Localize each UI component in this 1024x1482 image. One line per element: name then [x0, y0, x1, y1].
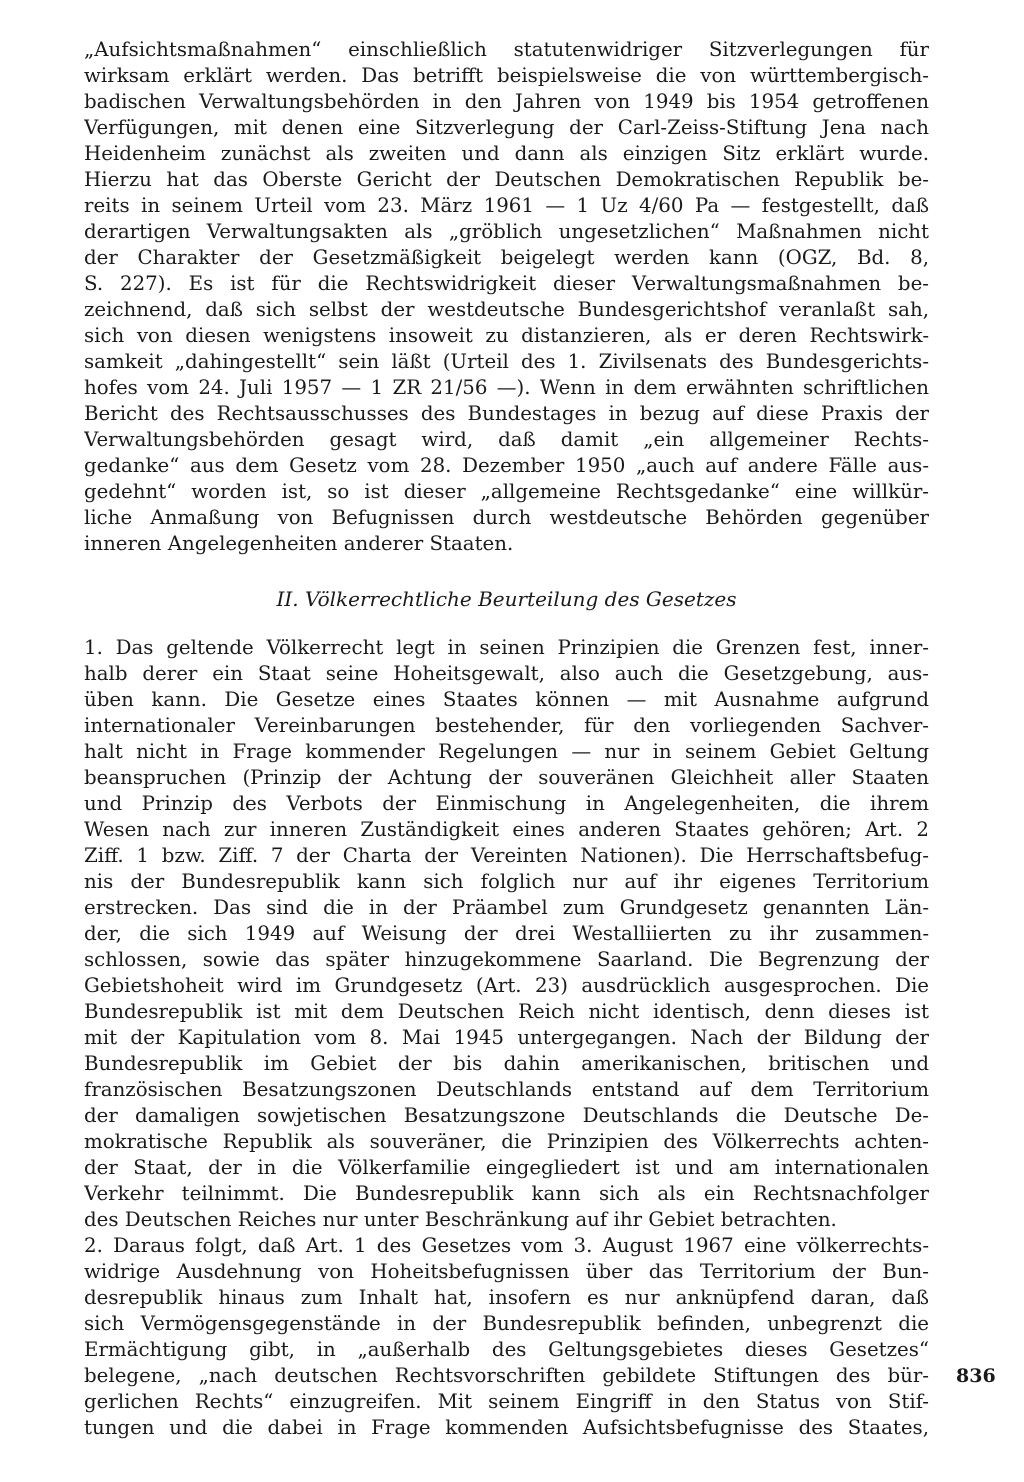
text-line: Wesen nach zur inneren Zuständigkeit eines anderen Staates gehören; Art. 2	[84, 818, 929, 841]
text-line: schlossen, sowie das später hinzugekommene Saarland. Die Begrenzung der	[84, 948, 929, 971]
section-heading: II. Völkerrechtliche Beurteilung des Gesetzes	[276, 587, 737, 611]
text-line: der, die sich 1949 auf Weisung der drei Westalliierten zu ihr zusammen-	[84, 922, 929, 945]
text-line: 2. Daraus folgt, daß Art. 1 des Gesetzes vom 3. August 1967 eine völkerrechts-	[84, 1234, 929, 1257]
text-line: und Prinzip des Verbots der Einmischung in Angelegenheiten, die ihrem	[84, 792, 929, 815]
text-line: Bundesrepublik im Gebiet der bis dahin amerikanischen, britischen und	[84, 1052, 929, 1075]
text-line: widrige Ausdehnung von Hoheitsbefugnissen über das Territorium der Bun-	[84, 1260, 929, 1283]
text-line: mit der Kapitulation vom 8. Mai 1945 untergegangen. Nach der Bildung der	[84, 1026, 929, 1049]
text-line: Heidenheim zunächst als zweiten und dann als einzigen Sitz erklärt wurde.	[84, 142, 929, 165]
text-line: sich Vermögensgegenstände in der Bundesrepublik befinden, unbegrenzt die	[84, 1312, 929, 1335]
text-line: erstrecken. Das sind die in der Präambel zum Grundgesetz genannten Län-	[84, 896, 929, 919]
text-line: S. 227). Es ist für die Rechtswidrigkeit dieser Verwaltungsmaßnahmen be-	[84, 272, 929, 295]
text-line: Bundesrepublik ist mit dem Deutschen Reich nicht identisch, denn dieses ist	[84, 1000, 929, 1023]
text-line: gerlichen Rechts“ einzugreifen. Mit seinem Eingriff in den Status von Stif-	[84, 1390, 929, 1413]
text-line: tungen und die dabei in Frage kommenden Aufsichtsbefugnisse des Staates,	[84, 1416, 929, 1439]
text-line: halt nicht in Frage kommender Regelungen — nur in seinem Gebiet Geltung	[84, 740, 929, 763]
text-line: belegene, „nach deutschen Rechtsvorschriften gebildete Stiftungen des bür-	[84, 1364, 929, 1387]
text-line: üben kann. Die Gesetze eines Staates können — mit Ausnahme aufgrund	[84, 688, 929, 711]
text-line: mokratische Republik als souveräner, die Prinzipien des Völkerrechts achten-	[84, 1130, 929, 1153]
text-line: inneren Angelegenheiten anderer Staaten.	[84, 532, 514, 555]
text-line: Ermächtigung gibt, in „außerhalb des Geltungsgebietes dieses Gesetzes“	[84, 1338, 929, 1361]
text-line: desrepublik hinaus zum Inhalt hat, insofern es nur anknüpfend daran, daß	[84, 1286, 929, 1309]
text-line: hofes vom 24. Juli 1957 — 1 ZR 21/56 —). Wenn in dem erwähnten schriftlichen	[84, 376, 929, 399]
page-number: 836	[956, 1365, 996, 1387]
text-line: der damaligen sowjetischen Besatzungszone Deutschlands die Deutsche De-	[84, 1104, 929, 1127]
text-line: des Deutschen Reiches nur unter Beschränkung auf ihr Gebiet betrachten.	[84, 1208, 837, 1231]
text-line: Bericht des Rechtsausschusses des Bundestages in bezug auf diese Praxis der	[84, 402, 929, 425]
text-line: reits in seinem Urteil vom 23. März 1961 — 1 Uz 4/60 Pa — festgestellt, daß	[84, 194, 929, 217]
text-line: Hierzu hat das Oberste Gericht der Deutschen Demokratischen Republik be-	[84, 168, 929, 191]
text-line: halb derer ein Staat seine Hoheitsgewalt, also auch die Gesetzgebung, aus-	[84, 662, 929, 685]
text-line: internationaler Vereinbarungen bestehender, für den vorliegenden Sachver-	[84, 714, 929, 737]
text-line: Verkehr teilnimmt. Die Bundesrepublik kann sich als ein Rechtsnachfolger	[84, 1182, 929, 1205]
text-line: der Staat, der in die Völkerfamilie eingegliedert ist und am internationalen	[84, 1156, 929, 1179]
text-line: Ziff. 1 bzw. Ziff. 7 der Charta der Vereinten Nationen). Die Herrschaftsbefug-	[84, 844, 929, 867]
text-line: wirksam erklärt werden. Das betrifft beispielsweise die von württembergisch-	[84, 64, 929, 87]
text-line: liche Anmaßung von Befugnissen durch westdeutsche Behörden gegenüber	[84, 506, 929, 529]
text-line: Verwaltungsbehörden gesagt wird, daß damit „ein allgemeiner Rechts-	[84, 428, 929, 451]
text-line: 1. Das geltende Völkerrecht legt in seinen Prinzipien die Grenzen fest, inner-	[84, 636, 929, 659]
text-line: Verfügungen, mit denen eine Sitzverlegung der Carl-Zeiss-Stiftung Jena nach	[84, 116, 929, 139]
text-line: gedehnt“ worden ist, so ist dieser „allgemeine Rechtsgedanke“ eine willkür-	[84, 480, 929, 503]
text-line: sich von diesen wenigstens insoweit zu distanzieren, als er deren Rechtswirk-	[84, 324, 929, 347]
text-line: samkeit „dahingestellt“ sein läßt (Urteil des 1. Zivilsenats des Bundesgerichts-	[84, 350, 929, 373]
text-line: zeichnend, daß sich selbst der westdeutsche Bundesgerichtshof veranlaßt sah,	[84, 298, 929, 321]
text-line: nis der Bundesrepublik kann sich folglich nur auf ihr eigenes Territorium	[84, 870, 929, 893]
text-line: der Charakter der Gesetzmäßigkeit beigelegt werden kann (OGZ, Bd. 8,	[84, 246, 929, 269]
text-line: Gebietshoheit wird im Grundgesetz (Art. 23) ausdrücklich ausgesprochen. Die	[84, 974, 929, 997]
text-line: derartigen Verwaltungsakten als „gröblich ungesetzlichen“ Maßnahmen nicht	[84, 220, 929, 243]
text-line: „Aufsichtsmaßnahmen“ einschließlich statutenwidriger Sitzverlegungen für	[84, 38, 929, 61]
text-line: französischen Besatzungszonen Deutschlands entstand auf dem Territorium	[84, 1078, 929, 1101]
text-line: gedanke“ aus dem Gesetz vom 28. Dezember 1950 „auch auf andere Fälle aus-	[84, 454, 929, 477]
text-line: badischen Verwaltungsbehörden in den Jahren von 1949 bis 1954 getroffenen	[84, 90, 929, 113]
text-line: beanspruchen (Prinzip der Achtung der souveränen Gleichheit aller Staaten	[84, 766, 929, 789]
